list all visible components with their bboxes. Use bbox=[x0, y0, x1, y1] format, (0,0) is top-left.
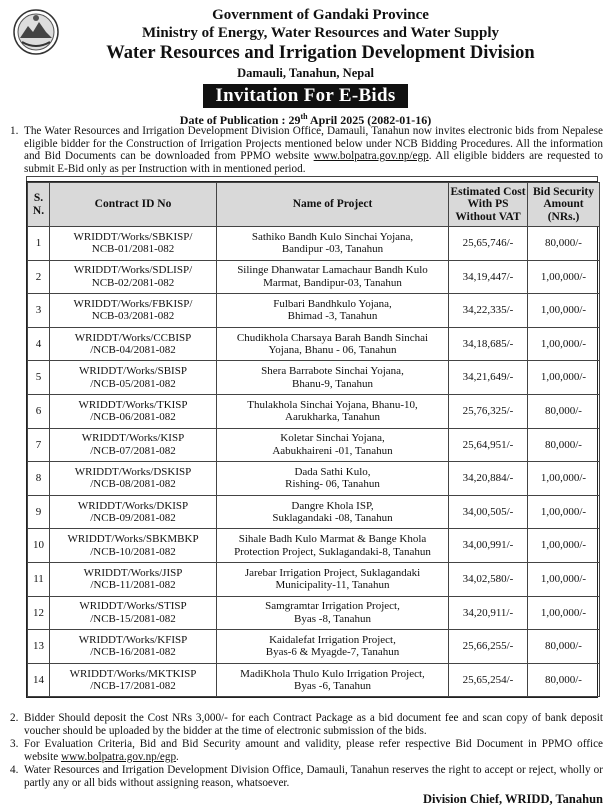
sn-cell bbox=[28, 361, 50, 395]
contract-id-cell bbox=[50, 294, 217, 328]
estimated-cost-cell bbox=[449, 630, 528, 664]
project-name-cell-line: Byas -6, Tanahun bbox=[294, 680, 371, 693]
project-name-cell-line: Bandipur -03, Tanahun bbox=[281, 243, 384, 256]
table-row bbox=[28, 495, 600, 529]
estimated-cost-cell bbox=[449, 394, 528, 428]
project-name-cell-line: Byas-6 & Myagde-7, Tanahun bbox=[265, 646, 400, 659]
bid-security-cell-line: 1,00,000/- bbox=[540, 573, 587, 586]
estimated-cost-cell bbox=[449, 462, 528, 496]
project-name-cell-line: Jarebar Irrigation Project, Suklagandaki bbox=[244, 566, 421, 579]
estimated-cost-cell-line: 34,00,991/- bbox=[462, 539, 514, 552]
contract-id-cell-line: WRIDDT/Works/SBKMBKP bbox=[67, 533, 199, 546]
estimated-cost-cell-line: 25,65,746/- bbox=[462, 237, 514, 250]
project-name-cell-line: Yojana, Bhanu - 06, Tanahun bbox=[268, 344, 397, 357]
contract-id-cell bbox=[50, 428, 217, 462]
sn-cell bbox=[28, 596, 50, 630]
bid-security-cell bbox=[528, 294, 600, 328]
clause-text: For Evaluation Criteria, Bid and Bid Security amount and validity, please refer respective Bid Document in PPMO office website bbox=[24, 738, 603, 763]
sn-cell bbox=[28, 227, 50, 261]
table-row bbox=[28, 663, 600, 697]
sn-cell bbox=[28, 394, 50, 428]
project-name-cell-line: Silinge Dhanwatar Lamachaur Bandh Kulo bbox=[237, 264, 428, 277]
table-row bbox=[28, 428, 600, 462]
contract-id-cell bbox=[50, 462, 217, 496]
contract-id-cell-line: NCB-02/2081-082 bbox=[91, 276, 175, 289]
project-name-cell-line: Dada Sathi Kulo, bbox=[294, 466, 371, 479]
contract-id-cell-line: WRIDDT/Works/STISP bbox=[79, 600, 187, 613]
contract-id-cell bbox=[50, 361, 217, 395]
clause-text: Bidder Should deposit the Cost NRs 3,000/- for each Contract Package as a bid document fee and scan copy of bank deposit voucher should be uploaded by the bidder at the time of electronic submission of the bids. bbox=[24, 712, 603, 737]
sn-cell bbox=[28, 462, 50, 496]
header-contract-id: Contract ID No bbox=[50, 183, 217, 227]
estimated-cost-cell bbox=[449, 495, 528, 529]
bid-security-cell-line: 1,00,000/- bbox=[540, 270, 587, 283]
table-row bbox=[28, 361, 600, 395]
bid-security-cell bbox=[528, 394, 600, 428]
contract-id-cell-line: /NCB-06/2081-082 bbox=[90, 411, 176, 424]
sn-cell-line: 8 bbox=[35, 472, 42, 485]
contract-id-cell bbox=[50, 630, 217, 664]
sn-cell-line: 12 bbox=[33, 606, 44, 619]
project-name-cell-line: Kaidalefat Irrigation Project, bbox=[269, 634, 396, 647]
clause-2 bbox=[10, 712, 603, 737]
sn-cell-line: 13 bbox=[33, 640, 44, 653]
clause-3 bbox=[10, 738, 603, 763]
table-row bbox=[28, 562, 600, 596]
sn-cell-line: 11 bbox=[33, 573, 44, 586]
estimated-cost-cell-line: 25,76,325/- bbox=[462, 405, 514, 418]
bid-security-cell bbox=[528, 361, 600, 395]
contract-id-cell-line: /NCB-17/2081-082 bbox=[90, 680, 176, 693]
contract-id-cell-line: WRIDDT/Works/KISP bbox=[81, 432, 185, 445]
contract-id-cell-line: /NCB-05/2081-082 bbox=[90, 377, 176, 390]
contract-id-cell-line: WRIDDT/Works/TKISP bbox=[78, 398, 188, 411]
division-name: Water Resources and Irrigation Development Division bbox=[106, 43, 535, 63]
estimated-cost-cell-line: 25,65,254/- bbox=[462, 673, 514, 686]
clause-number: 4. bbox=[10, 764, 19, 776]
table-row bbox=[28, 227, 600, 261]
contract-id-cell-line: WRIDDT/Works/SBKISP/ bbox=[73, 230, 193, 243]
project-name-cell-line: Suklagandaki -08, Tanahun bbox=[272, 512, 393, 525]
contract-id-cell-line: WRIDDT/Works/KFISP bbox=[78, 634, 188, 647]
contract-id-cell-line: /NCB-11/2081-082 bbox=[90, 579, 176, 592]
estimated-cost-cell bbox=[449, 596, 528, 630]
sn-cell bbox=[28, 294, 50, 328]
estimated-cost-cell bbox=[449, 663, 528, 697]
contract-id-cell-line: WRIDDT/Works/DSKISP bbox=[74, 466, 192, 479]
estimated-cost-cell-line: 34,20,911/- bbox=[462, 606, 514, 619]
contract-id-cell-line: WRIDDT/Works/JISP bbox=[83, 566, 183, 579]
bid-security-cell bbox=[528, 462, 600, 496]
contract-id-cell-line: WRIDDT/Works/SBISP bbox=[79, 365, 187, 378]
project-name-cell bbox=[217, 428, 449, 462]
sn-cell-line: 14 bbox=[33, 673, 44, 686]
sn-cell-line: 1 bbox=[35, 237, 42, 250]
sn-cell bbox=[28, 529, 50, 563]
project-name-cell-line: Bhimad -3, Tanahun bbox=[287, 310, 378, 323]
contract-id-cell-line: NCB-01/2081-082 bbox=[91, 243, 175, 256]
clause-1 bbox=[10, 125, 603, 175]
table-row bbox=[28, 327, 600, 361]
table-header-row bbox=[28, 183, 600, 227]
contract-id-cell-line: /NCB-15/2081-082 bbox=[90, 612, 176, 625]
contract-id-cell bbox=[50, 529, 217, 563]
sn-cell bbox=[28, 327, 50, 361]
estimated-cost-cell bbox=[449, 428, 528, 462]
bid-security-cell-line: 1,00,000/- bbox=[540, 304, 587, 317]
project-name-cell-line: Dangre Khola ISP, bbox=[291, 499, 374, 512]
contract-id-cell bbox=[50, 227, 217, 261]
project-name-cell bbox=[217, 327, 449, 361]
government-name: Government of Gandaki Province bbox=[212, 7, 429, 23]
sn-cell bbox=[28, 428, 50, 462]
contract-id-cell-line: /NCB-07/2081-082 bbox=[90, 444, 176, 457]
project-name-cell-line: Municipality-11, Tanahun bbox=[275, 579, 390, 592]
contract-id-cell-line: /NCB-09/2081-082 bbox=[90, 512, 176, 525]
project-name-cell-line: Aabukhaireni -01, Tanahun bbox=[272, 444, 393, 457]
bid-security-cell-line: 1,00,000/- bbox=[540, 505, 587, 518]
clause-number: 2. bbox=[10, 712, 19, 724]
projects-table bbox=[26, 181, 598, 698]
sn-cell-line: 9 bbox=[35, 505, 42, 518]
bid-security-cell-line: 80,000/- bbox=[545, 405, 582, 418]
contract-id-cell bbox=[50, 596, 217, 630]
ppmo-website-link[interactable]: www.bolpatra.gov.np/egp bbox=[313, 150, 429, 163]
project-name-cell-line: Chudikhola Charsaya Barah Bandh Sinchai bbox=[236, 331, 429, 344]
ministry-name: Ministry of Energy, Water Resources and Water Supply bbox=[142, 25, 499, 41]
project-name-cell bbox=[217, 495, 449, 529]
project-name-cell bbox=[217, 596, 449, 630]
contract-id-cell bbox=[50, 327, 217, 361]
contract-id-cell-line: WRIDDT/Works/DKISP bbox=[77, 499, 189, 512]
header-project-name: Name of Project bbox=[217, 183, 449, 227]
contract-id-cell-line: WRIDDT/Works/SDLISP/ bbox=[73, 264, 193, 277]
project-name-cell bbox=[217, 394, 449, 428]
estimated-cost-cell bbox=[449, 294, 528, 328]
estimated-cost-cell bbox=[449, 529, 528, 563]
table-row bbox=[28, 529, 600, 563]
project-name-cell-line: MadiKhola Thulo Kulo Irrigation Project, bbox=[240, 667, 425, 680]
bid-security-cell-line: 80,000/- bbox=[545, 237, 582, 250]
clause-text: The Water Resources and Irrigation Development Division Office, Damauli, Tanahun now invites electronic bids from Nepalese eligible bidder for the Construction of Irrigation Projects mentioned below under NCB Bidding Procedures. All the information and Bid Documents can be downloaded from PPMO website bbox=[24, 125, 603, 163]
estimated-cost-cell-line: 34,20,884/- bbox=[462, 472, 514, 485]
bid-security-cell bbox=[528, 260, 600, 294]
bid-security-cell bbox=[528, 630, 600, 664]
bid-security-cell-line: 80,000/- bbox=[545, 438, 582, 451]
estimated-cost-cell bbox=[449, 260, 528, 294]
bid-security-cell bbox=[528, 596, 600, 630]
signatory: Division Chief, WRIDD, Tanahun bbox=[422, 792, 603, 806]
table-row bbox=[28, 294, 600, 328]
project-name-cell-line: Bhanu-9, Tanahun bbox=[292, 377, 373, 390]
project-name-cell-line: Sihale Badh Kulo Marmat & Bange Khola bbox=[238, 533, 427, 546]
estimated-cost-cell bbox=[449, 227, 528, 261]
sn-cell-line: 10 bbox=[33, 539, 44, 552]
project-name-cell-line: Aarukharka, Tanahun bbox=[285, 411, 380, 424]
publication-date: Date of Publication : 29th April 2025 (2082-01-16) bbox=[179, 112, 432, 127]
project-name-cell bbox=[217, 260, 449, 294]
estimated-cost-cell-line: 34,18,685/- bbox=[462, 337, 514, 350]
bid-security-cell-line: 1,00,000/- bbox=[540, 539, 587, 552]
bid-security-cell bbox=[528, 529, 600, 563]
contract-id-cell bbox=[50, 562, 217, 596]
letterhead bbox=[0, 6, 611, 127]
clause-number: 3. bbox=[10, 738, 19, 750]
sn-cell bbox=[28, 663, 50, 697]
sn-cell-line: 3 bbox=[35, 304, 42, 317]
contract-id-cell-line: /NCB-16/2081-082 bbox=[90, 646, 176, 659]
contract-id-cell bbox=[50, 260, 217, 294]
header-sn: S. N. bbox=[28, 183, 50, 227]
ppmo-website-link[interactable]: www.bolpatra.gov.np/egp bbox=[60, 750, 177, 763]
contract-id-cell-line: /NCB-10/2081-082 bbox=[90, 545, 176, 558]
contract-id-cell bbox=[50, 663, 217, 697]
bid-security-cell bbox=[528, 495, 600, 529]
bid-security-cell-line: 80,000/- bbox=[545, 640, 582, 653]
estimated-cost-cell bbox=[449, 562, 528, 596]
project-name-cell-line: Thulakhola Sinchai Yojana, Bhanu-10, bbox=[247, 398, 418, 411]
contract-id-cell-line: WRIDDT/Works/FBKISP/ bbox=[73, 298, 193, 311]
estimated-cost-cell-line: 34,02,580/- bbox=[462, 573, 514, 586]
header-bid-security: Bid Security Amount (NRs.) bbox=[528, 183, 600, 227]
clause-text: Water Resources and Irrigation Development Division Office, Damauli, Tanahun reserves the right to accept or reject, wholly or partly any or all bids without assigning reason, whatsoever. bbox=[24, 764, 603, 789]
header-estimated-cost: Estimated Cost With PS Without VAT bbox=[449, 183, 528, 227]
project-name-cell bbox=[217, 294, 449, 328]
bid-security-cell bbox=[528, 227, 600, 261]
sn-cell bbox=[28, 630, 50, 664]
table-row bbox=[28, 260, 600, 294]
sn-cell bbox=[28, 562, 50, 596]
project-name-cell-line: Samgramtar Irrigation Project, bbox=[265, 600, 400, 613]
bid-security-cell-line: 80,000/- bbox=[545, 673, 582, 686]
sn-cell-line: 7 bbox=[35, 438, 42, 451]
sn-cell-line: 2 bbox=[35, 270, 42, 283]
project-name-cell-line: Fulbari Bandhkulo Yojana, bbox=[273, 298, 392, 311]
clause-text: . All eligible bidders are requested to submit E-Bid only as per Instruction with in mentioned period. bbox=[24, 150, 603, 175]
contract-id-cell-line: /NCB-04/2081-082 bbox=[90, 344, 176, 357]
bid-security-cell-line: 1,00,000/- bbox=[540, 371, 587, 384]
contract-id-cell bbox=[50, 495, 217, 529]
clause-text: . bbox=[176, 750, 179, 763]
sn-cell-line: 5 bbox=[35, 371, 42, 384]
sn-cell-line: 4 bbox=[35, 337, 42, 350]
bid-security-cell-line: 1,00,000/- bbox=[540, 337, 587, 350]
project-name-cell bbox=[217, 630, 449, 664]
bid-security-cell-line: 1,00,000/- bbox=[540, 606, 587, 619]
sn-cell bbox=[28, 260, 50, 294]
contract-id-cell-line: /NCB-08/2081-082 bbox=[90, 478, 176, 491]
project-name-cell bbox=[217, 562, 449, 596]
estimated-cost-cell-line: 34,19,447/- bbox=[462, 270, 514, 283]
office-address: Damauli, Tanahun, Nepal bbox=[237, 66, 374, 80]
project-name-cell bbox=[217, 663, 449, 697]
bid-security-cell bbox=[528, 663, 600, 697]
clause-4 bbox=[10, 764, 603, 789]
estimated-cost-cell-line: 25,64,951/- bbox=[462, 438, 514, 451]
table-row bbox=[28, 630, 600, 664]
estimated-cost-cell bbox=[449, 361, 528, 395]
contract-id-cell bbox=[50, 394, 217, 428]
project-name-cell-line: Rishing- 06, Tanahun bbox=[285, 478, 380, 491]
project-name-cell bbox=[217, 529, 449, 563]
estimated-cost-cell-line: 34,21,649/- bbox=[462, 371, 514, 384]
bid-security-cell bbox=[528, 562, 600, 596]
estimated-cost-cell-line: 34,00,505/- bbox=[462, 505, 514, 518]
sn-cell bbox=[28, 495, 50, 529]
estimated-cost-cell-line: 25,66,255/- bbox=[462, 640, 514, 653]
table-row bbox=[28, 394, 600, 428]
bid-security-cell-line: 1,00,000/- bbox=[540, 472, 587, 485]
table-row bbox=[28, 596, 600, 630]
bid-security-cell bbox=[528, 428, 600, 462]
project-name-cell bbox=[217, 227, 449, 261]
project-name-cell-line: Sathiko Bandh Kulo Sinchai Yojana, bbox=[251, 230, 414, 243]
sn-cell-line: 6 bbox=[35, 405, 42, 418]
table-row bbox=[28, 462, 600, 496]
project-name-cell-line: Marmat, Bandipur-03, Tanahun bbox=[263, 276, 402, 289]
project-name-cell-line: Shera Barrabote Sinchai Yojana, bbox=[261, 365, 404, 378]
bid-security-cell bbox=[528, 327, 600, 361]
project-name-cell-line: Koletar Sinchai Yojana, bbox=[280, 432, 385, 445]
clause-number: 1. bbox=[10, 125, 19, 137]
notice-title: Invitation For E-Bids bbox=[203, 84, 407, 108]
project-name-cell bbox=[217, 462, 449, 496]
project-name-cell bbox=[217, 361, 449, 395]
estimated-cost-cell-line: 34,22,335/- bbox=[462, 304, 514, 317]
contract-id-cell-line: WRIDDT/Works/CCBISP bbox=[74, 331, 192, 344]
project-name-cell-line: Protection Project, Suklagandaki-8, Tanahun bbox=[234, 545, 431, 558]
contract-id-cell-line: NCB-03/2081-082 bbox=[91, 310, 175, 323]
contract-id-cell-line: WRIDDT/Works/MKTKISP bbox=[69, 667, 197, 680]
project-name-cell-line: Byas -8, Tanahun bbox=[294, 612, 371, 625]
estimated-cost-cell bbox=[449, 327, 528, 361]
